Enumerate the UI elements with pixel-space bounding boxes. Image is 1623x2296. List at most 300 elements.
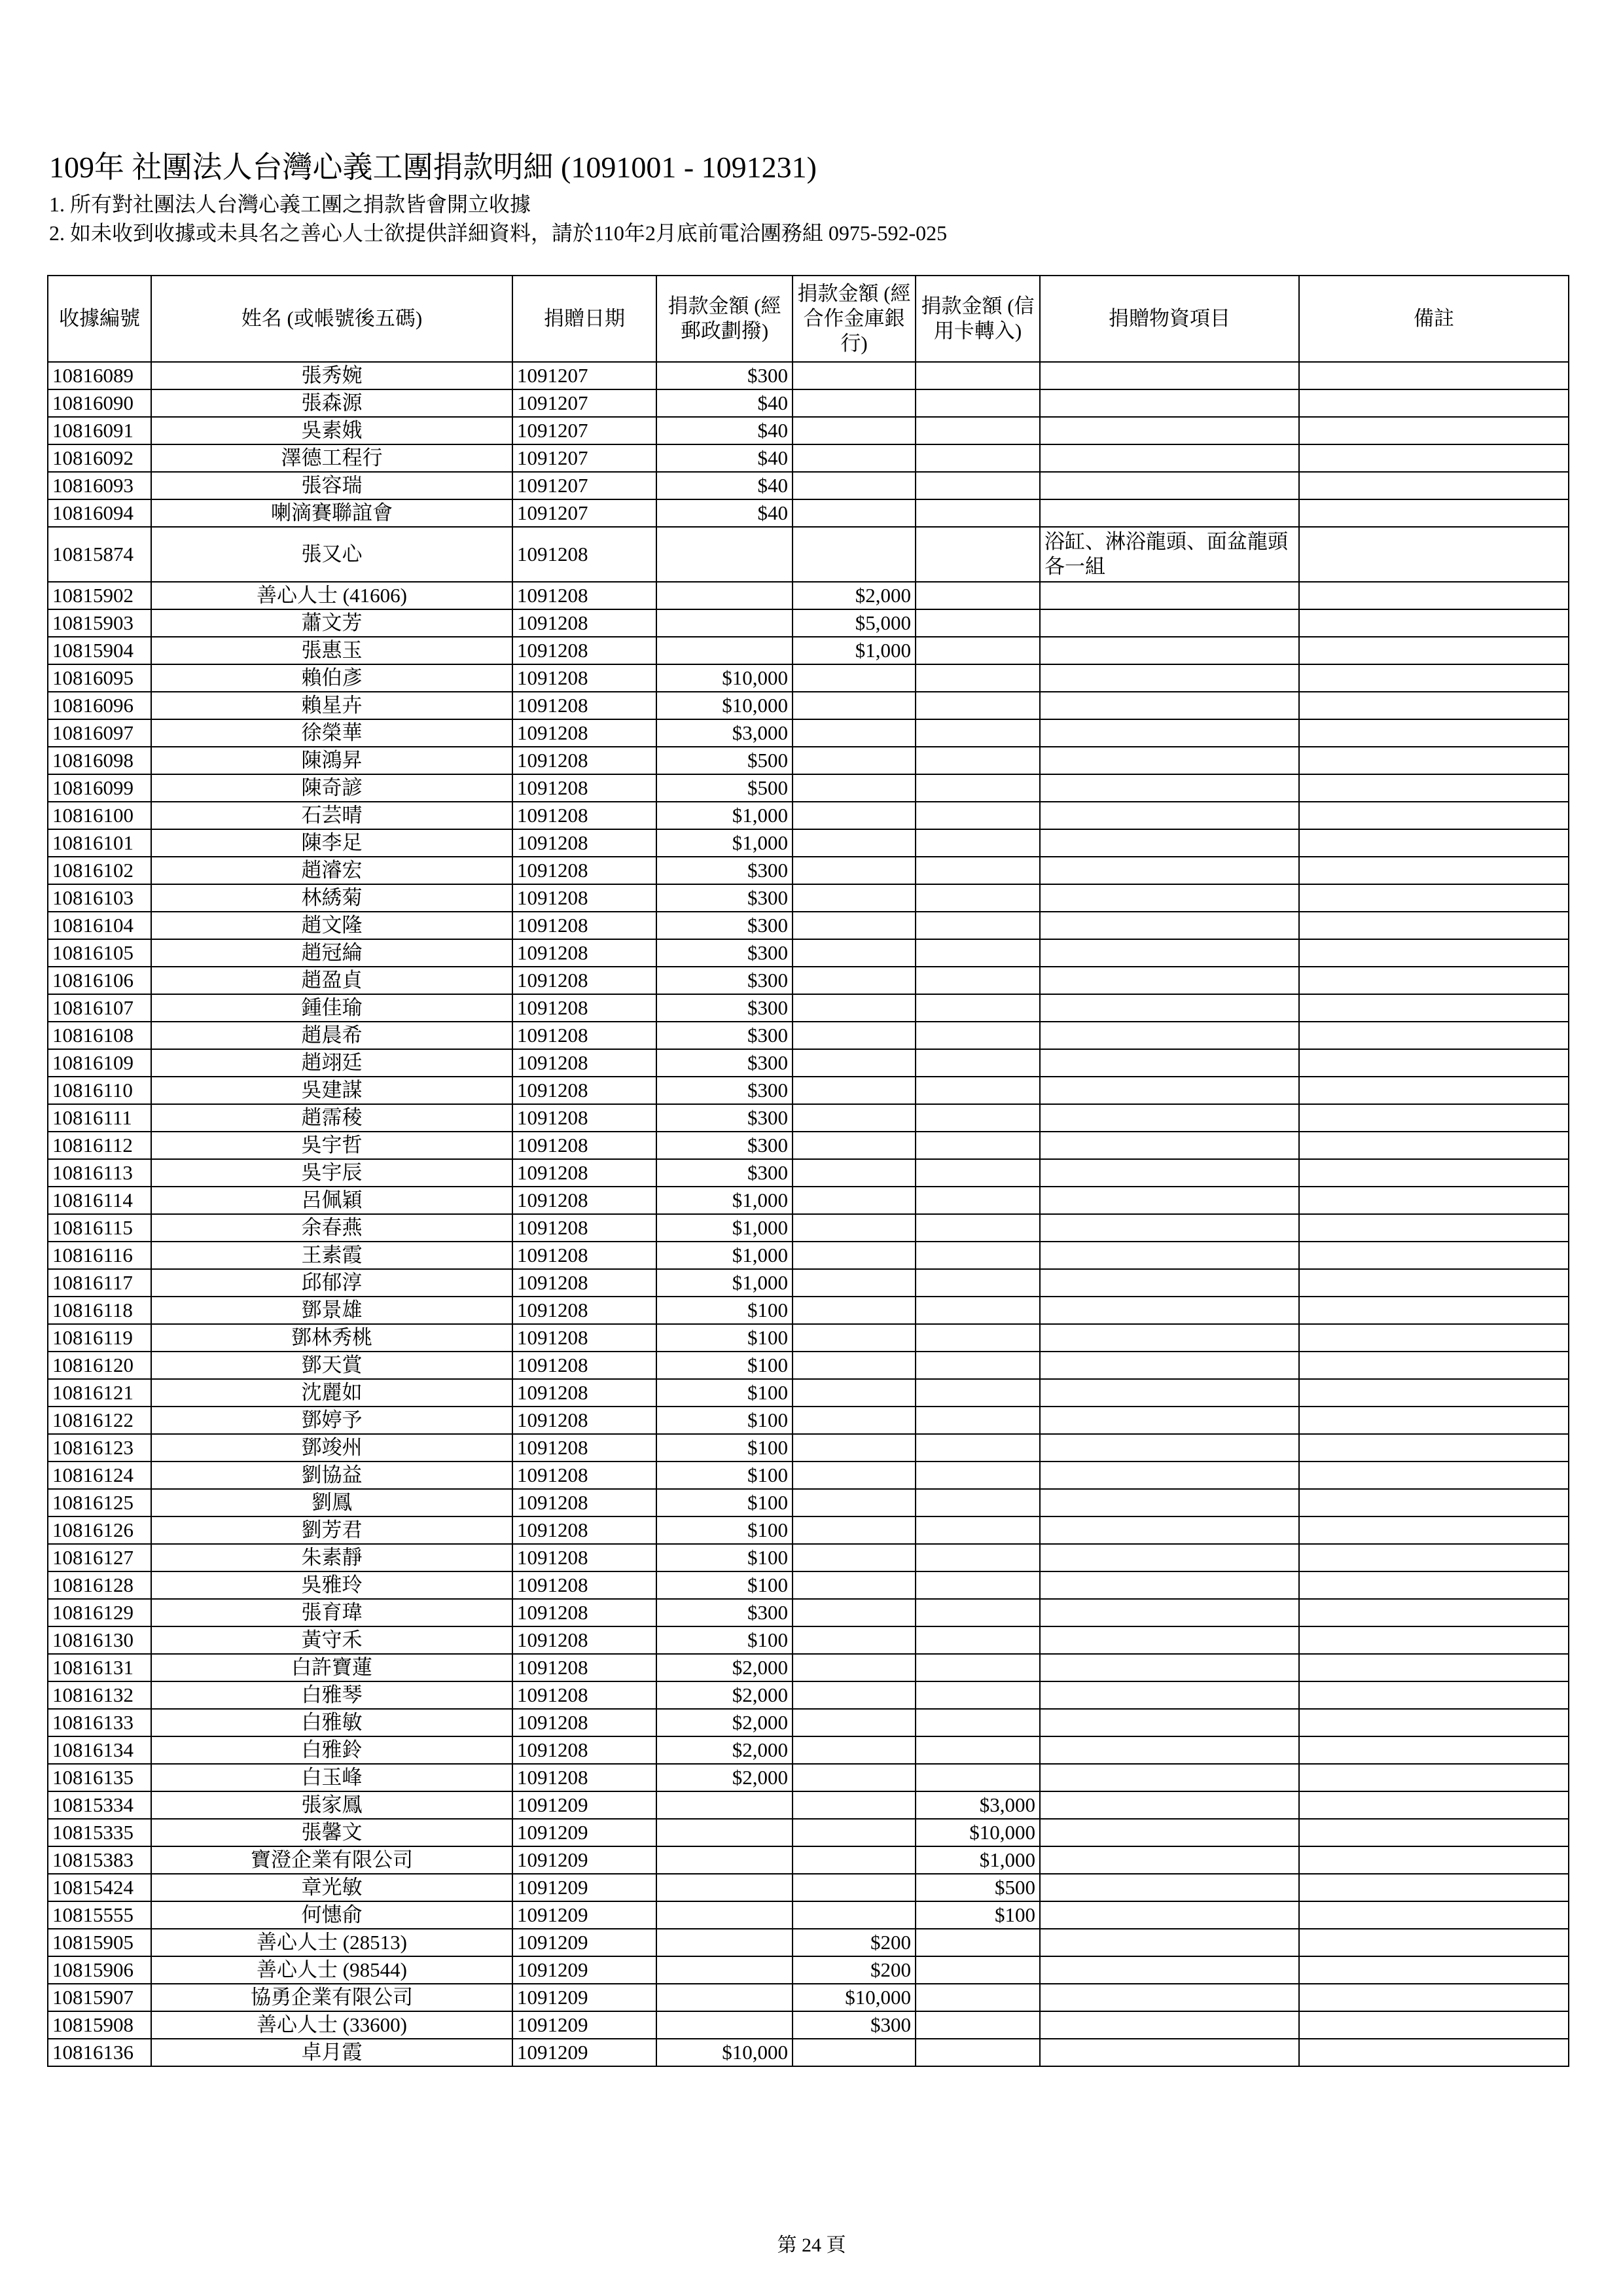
table-row [48,1791,1569,1819]
date-cell: 1091207 [512,389,656,417]
goods-cell [1040,802,1299,829]
donor-name-cell: 朱素靜 [151,1544,512,1571]
bank-amount-cell [793,1791,916,1819]
table-row [48,362,1569,389]
goods-cell [1040,1599,1299,1626]
card-amount-cell [916,444,1040,472]
postal-amount-cell: $100 [656,1352,793,1379]
remarks-cell [1299,1132,1569,1159]
donor-name-cell: 白雅敏 [151,1709,512,1736]
postal-amount-cell: $1,000 [656,802,793,829]
goods-cell [1040,994,1299,1022]
date-cell: 1091208 [512,1462,656,1489]
postal-amount-cell: $100 [656,1544,793,1571]
card-amount-cell [916,1187,1040,1214]
goods-cell [1040,1516,1299,1544]
donation-table [47,275,1569,2067]
date-cell: 1091208 [512,637,656,664]
receipt-no-cell: 10815905 [48,1929,151,1956]
receipt-no-cell: 10816089 [48,362,151,389]
remarks-cell [1299,417,1569,444]
donor-name-cell: 卓月霞 [151,2039,512,2066]
date-cell: 1091208 [512,692,656,719]
col-receipt-no: 收據編號 [48,276,151,362]
remarks-cell [1299,1379,1569,1407]
postal-amount-cell: $100 [656,1434,793,1462]
card-amount-cell [916,692,1040,719]
table-row [48,1516,1569,1544]
table-row [48,1352,1569,1379]
card-amount-cell [916,774,1040,802]
postal-amount-cell: $300 [656,857,793,884]
donor-name-cell: 吳宇辰 [151,1159,512,1187]
receipt-no-cell: 10816136 [48,2039,151,2066]
donor-name-cell: 白許寶蓮 [151,1654,512,1681]
postal-amount-cell: $300 [656,1022,793,1049]
remarks-cell [1299,637,1569,664]
bank-amount-cell [793,1187,916,1214]
remarks-cell [1299,1159,1569,1187]
date-cell: 1091208 [512,527,656,582]
remarks-cell [1299,1516,1569,1544]
remarks-cell [1299,1736,1569,1764]
table-row [48,719,1569,747]
date-cell: 1091208 [512,609,656,637]
table-row [48,1984,1569,2011]
donor-name-cell: 吳宇哲 [151,1132,512,1159]
donor-name-cell: 章光敏 [151,1874,512,1901]
bank-amount-cell [793,417,916,444]
date-cell: 1091208 [512,1049,656,1077]
remarks-cell [1299,1929,1569,1956]
card-amount-cell [916,719,1040,747]
bank-amount-cell [793,1242,916,1269]
table-row [48,1049,1569,1077]
donor-name-cell: 徐榮華 [151,719,512,747]
date-cell: 1091208 [512,967,656,994]
bank-amount-cell [793,1049,916,1077]
receipt-no-cell: 10815335 [48,1819,151,1846]
date-cell: 1091209 [512,1846,656,1874]
postal-amount-cell: $1,000 [656,1214,793,1242]
bank-amount-cell [793,444,916,472]
postal-amount-cell: $2,000 [656,1709,793,1736]
bank-amount-cell [793,1709,916,1736]
card-amount-cell [916,1984,1040,2011]
bank-amount-cell: $200 [793,1929,916,1956]
date-cell: 1091208 [512,802,656,829]
donor-name-cell: 吳素娥 [151,417,512,444]
col-name: 姓名 (或帳號後五碼) [151,276,512,362]
donor-name-cell: 趙冠綸 [151,939,512,967]
postal-amount-cell: $100 [656,1407,793,1434]
table-row [48,1571,1569,1599]
receipt-no-cell: 10815383 [48,1846,151,1874]
postal-amount-cell [656,1984,793,2011]
date-cell: 1091209 [512,1901,656,1929]
receipt-no-cell: 10815902 [48,582,151,609]
bank-amount-cell [793,389,916,417]
remarks-cell [1299,1022,1569,1049]
receipt-no-cell: 10816115 [48,1214,151,1242]
remarks-cell [1299,829,1569,857]
donor-name-cell: 白雅琴 [151,1681,512,1709]
remarks-cell [1299,747,1569,774]
remarks-cell [1299,1599,1569,1626]
date-cell: 1091207 [512,417,656,444]
donor-name-cell: 陳奇諺 [151,774,512,802]
goods-cell [1040,1544,1299,1571]
bank-amount-cell [793,2039,916,2066]
receipt-no-cell: 10816110 [48,1077,151,1104]
postal-amount-cell: $300 [656,1104,793,1132]
bank-amount-cell [793,1516,916,1544]
goods-cell [1040,1132,1299,1159]
card-amount-cell [916,664,1040,692]
remarks-cell [1299,1407,1569,1434]
col-goods: 捐贈物資項目 [1040,276,1299,362]
table-row [48,1874,1569,1901]
date-cell: 1091208 [512,1077,656,1104]
receipt-no-cell: 10816098 [48,747,151,774]
table-row [48,389,1569,417]
table-row [48,1654,1569,1681]
remarks-cell [1299,994,1569,1022]
donor-name-cell: 喇滴賽聯誼會 [151,499,512,527]
postal-amount-cell: $100 [656,1462,793,1489]
table-row [48,1077,1569,1104]
remarks-cell [1299,1187,1569,1214]
postal-amount-cell: $2,000 [656,1736,793,1764]
card-amount-cell [916,1681,1040,1709]
date-cell: 1091208 [512,1132,656,1159]
postal-amount-cell: $40 [656,417,793,444]
goods-cell [1040,1104,1299,1132]
remarks-cell [1299,1462,1569,1489]
postal-amount-cell: $40 [656,472,793,499]
table-row [48,692,1569,719]
postal-amount-cell: $100 [656,1516,793,1544]
receipt-no-cell: 10816096 [48,692,151,719]
donor-name-cell: 何憓俞 [151,1901,512,1929]
goods-cell [1040,1791,1299,1819]
table-header-row [48,276,1569,362]
goods-cell [1040,857,1299,884]
card-amount-cell [916,1736,1040,1764]
donor-name-cell: 鄧林秀桃 [151,1324,512,1352]
donor-name-cell: 趙晨希 [151,1022,512,1049]
goods-cell [1040,2039,1299,2066]
table-row [48,1819,1569,1846]
postal-amount-cell: $100 [656,1626,793,1654]
goods-cell [1040,1407,1299,1434]
remarks-cell [1299,1571,1569,1599]
remarks-cell [1299,1984,1569,2011]
date-cell: 1091209 [512,1984,656,2011]
card-amount-cell [916,499,1040,527]
postal-amount-cell: $100 [656,1489,793,1516]
bank-amount-cell [793,1654,916,1681]
postal-amount-cell: $1,000 [656,1242,793,1269]
donor-name-cell: 沈麗如 [151,1379,512,1407]
postal-amount-cell [656,1874,793,1901]
remarks-cell [1299,802,1569,829]
postal-amount-cell: $300 [656,1599,793,1626]
goods-cell [1040,967,1299,994]
card-amount-cell [916,1159,1040,1187]
date-cell: 1091208 [512,1159,656,1187]
card-amount-cell [916,1104,1040,1132]
postal-amount-cell: $100 [656,1324,793,1352]
goods-cell [1040,1269,1299,1297]
card-amount-cell [916,1214,1040,1242]
goods-cell [1040,1187,1299,1214]
date-cell: 1091208 [512,1544,656,1571]
bank-amount-cell [793,1159,916,1187]
bank-amount-cell: $2,000 [793,582,916,609]
goods-cell [1040,1819,1299,1846]
goods-cell: 浴缸、淋浴龍頭、面盆龍頭各一組 [1040,527,1299,582]
receipt-no-cell: 10816134 [48,1736,151,1764]
bank-amount-cell [793,1214,916,1242]
note-contact: 2. 如未收到收據或未具名之善心人士欲提供詳細資料，請於110年2月底前電洽團務組 0975-592-025 [49,221,948,245]
goods-cell [1040,1352,1299,1379]
receipt-no-cell: 10816129 [48,1599,151,1626]
remarks-cell [1299,1544,1569,1571]
bank-amount-cell [793,1571,916,1599]
donor-name-cell: 呂佩穎 [151,1187,512,1214]
remarks-cell [1299,1846,1569,1874]
receipt-no-cell: 10816107 [48,994,151,1022]
card-amount-cell [916,609,1040,637]
donor-name-cell: 趙文隆 [151,912,512,939]
date-cell: 1091209 [512,2039,656,2066]
card-amount-cell [916,747,1040,774]
table-row [48,609,1569,637]
postal-amount-cell: $2,000 [656,1654,793,1681]
card-amount-cell [916,2011,1040,2039]
donor-name-cell: 劉芳君 [151,1516,512,1544]
goods-cell [1040,829,1299,857]
card-amount-cell [916,637,1040,664]
table-row [48,1681,1569,1709]
remarks-cell [1299,1791,1569,1819]
table-row [48,1736,1569,1764]
postal-amount-cell: $300 [656,1077,793,1104]
postal-amount-cell: $300 [656,994,793,1022]
remarks-cell [1299,2039,1569,2066]
receipt-no-cell: 10816097 [48,719,151,747]
receipt-no-cell: 10816131 [48,1654,151,1681]
bank-amount-cell [793,1104,916,1132]
donor-name-cell: 劉協益 [151,1462,512,1489]
postal-amount-cell: $300 [656,939,793,967]
bank-amount-cell [793,664,916,692]
date-cell: 1091207 [512,444,656,472]
date-cell: 1091208 [512,829,656,857]
remarks-cell [1299,1269,1569,1297]
postal-amount-cell: $500 [656,747,793,774]
donor-name-cell: 余春燕 [151,1214,512,1242]
card-amount-cell [916,1324,1040,1352]
card-amount-cell [916,1407,1040,1434]
goods-cell [1040,1489,1299,1516]
donor-name-cell: 趙濬宏 [151,857,512,884]
goods-cell [1040,912,1299,939]
receipt-no-cell: 10816133 [48,1709,151,1736]
receipt-no-cell: 10816125 [48,1489,151,1516]
goods-cell [1040,1049,1299,1077]
donor-name-cell: 張家鳳 [151,1791,512,1819]
date-cell: 1091208 [512,1736,656,1764]
goods-cell [1040,1654,1299,1681]
donor-name-cell: 吳雅玲 [151,1571,512,1599]
col-amount-postal: 捐款金額 (經郵政劃撥) [656,276,793,362]
date-cell: 1091207 [512,472,656,499]
goods-cell [1040,1379,1299,1407]
page-title: 109年 社團法人台灣心義工團捐款明細 (1091001 - 1091231) [49,151,817,184]
table-row [48,1324,1569,1352]
receipt-no-cell: 10816126 [48,1516,151,1544]
donor-name-cell: 善心人士 (98544) [151,1956,512,1984]
donor-name-cell: 鄧景雄 [151,1297,512,1324]
postal-amount-cell: $40 [656,389,793,417]
table-row [48,884,1569,912]
table-row [48,1462,1569,1489]
card-amount-cell: $3,000 [916,1791,1040,1819]
bank-amount-cell: $200 [793,1956,916,1984]
postal-amount-cell [656,609,793,637]
bank-amount-cell [793,1379,916,1407]
card-amount-cell [916,829,1040,857]
date-cell: 1091208 [512,1434,656,1462]
card-amount-cell [916,1654,1040,1681]
bank-amount-cell [793,857,916,884]
table-row [48,2039,1569,2066]
remarks-cell [1299,1214,1569,1242]
postal-amount-cell: $40 [656,499,793,527]
date-cell: 1091208 [512,582,656,609]
receipt-no-cell: 10816120 [48,1352,151,1379]
receipt-no-cell: 10815555 [48,1901,151,1929]
bank-amount-cell [793,692,916,719]
remarks-cell [1299,1434,1569,1462]
table-row [48,1159,1569,1187]
card-amount-cell [916,1242,1040,1269]
date-cell: 1091208 [512,1654,656,1681]
table-row [48,1407,1569,1434]
postal-amount-cell: $300 [656,1049,793,1077]
goods-cell [1040,774,1299,802]
date-cell: 1091208 [512,1681,656,1709]
donor-name-cell: 鄧天賞 [151,1352,512,1379]
table-row [48,637,1569,664]
card-amount-cell: $100 [916,1901,1040,1929]
receipt-no-cell: 10816090 [48,389,151,417]
card-amount-cell [916,1462,1040,1489]
card-amount-cell [916,582,1040,609]
date-cell: 1091208 [512,1214,656,1242]
receipt-no-cell: 10815907 [48,1984,151,2011]
bank-amount-cell [793,1901,916,1929]
table-row [48,829,1569,857]
bank-amount-cell [793,939,916,967]
table-row [48,1544,1569,1571]
card-amount-cell [916,967,1040,994]
card-amount-cell [916,857,1040,884]
receipt-no-cell: 10815874 [48,527,151,582]
bank-amount-cell [793,994,916,1022]
donor-name-cell: 趙盈貞 [151,967,512,994]
bank-amount-cell [793,1599,916,1626]
table-row [48,1242,1569,1269]
donor-name-cell: 善心人士 (41606) [151,582,512,609]
date-cell: 1091208 [512,1626,656,1654]
receipt-no-cell: 10816128 [48,1571,151,1599]
col-date: 捐贈日期 [512,276,656,362]
card-amount-cell [916,1022,1040,1049]
table-row [48,444,1569,472]
table-row [48,472,1569,499]
bank-amount-cell [793,1077,916,1104]
date-cell: 1091208 [512,774,656,802]
bank-amount-cell [793,362,916,389]
goods-cell [1040,1681,1299,1709]
table-row [48,1901,1569,1929]
donor-name-cell: 白雅鈴 [151,1736,512,1764]
table-row [48,1599,1569,1626]
card-amount-cell [916,417,1040,444]
donor-name-cell: 白玉峰 [151,1764,512,1791]
goods-cell [1040,664,1299,692]
card-amount-cell [916,1352,1040,1379]
postal-amount-cell: $300 [656,912,793,939]
bank-amount-cell [793,499,916,527]
receipt-no-cell: 10816109 [48,1049,151,1077]
receipt-no-cell: 10816121 [48,1379,151,1407]
bank-amount-cell [793,1874,916,1901]
bank-amount-cell [793,1022,916,1049]
card-amount-cell [916,1764,1040,1791]
goods-cell [1040,1324,1299,1352]
donor-name-cell: 陳李足 [151,829,512,857]
bank-amount-cell: $5,000 [793,609,916,637]
date-cell: 1091208 [512,1709,656,1736]
bank-amount-cell [793,1132,916,1159]
bank-amount-cell [793,1626,916,1654]
date-cell: 1091208 [512,747,656,774]
note-receipt: 1. 所有對社團法人台灣心義工團之捐款皆會開立收據 [49,192,531,216]
remarks-cell [1299,1654,1569,1681]
goods-cell [1040,1736,1299,1764]
donor-name-cell: 張育瑋 [151,1599,512,1626]
date-cell: 1091209 [512,1819,656,1846]
table-row [48,802,1569,829]
receipt-no-cell: 10816117 [48,1269,151,1297]
table-row [48,499,1569,527]
donor-name-cell: 蕭文芳 [151,609,512,637]
postal-amount-cell: $500 [656,774,793,802]
receipt-no-cell: 10815906 [48,1956,151,1984]
table-row [48,417,1569,444]
donor-name-cell: 王素霞 [151,1242,512,1269]
postal-amount-cell: $300 [656,1159,793,1187]
bank-amount-cell [793,1434,916,1462]
remarks-cell [1299,1709,1569,1736]
date-cell: 1091208 [512,1599,656,1626]
table-row [48,774,1569,802]
date-cell: 1091209 [512,1956,656,1984]
